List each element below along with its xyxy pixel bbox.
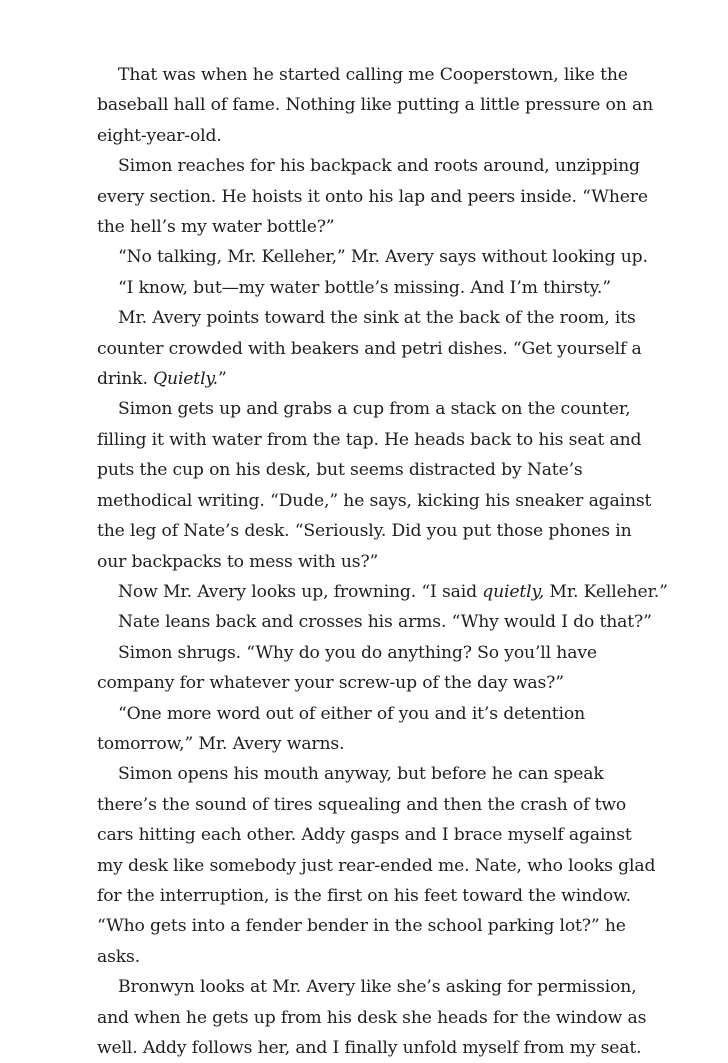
paragraph — [97, 60, 654, 151]
text-line: methodical writing. “Dude,” he says, kicking his sneaker against — [97, 490, 652, 511]
paragraph — [97, 972, 647, 1063]
text-run: Now Mr. Avery looks up, frowning. “I said — [118, 581, 483, 602]
paragraph — [97, 242, 648, 272]
text-line: “One more word out of either of you and it’s detention — [118, 703, 586, 724]
paragraph — [97, 607, 652, 637]
text-line: tomorrow,” Mr. Avery warns. — [97, 733, 345, 754]
text-line: our backpacks to mess with us?” — [97, 551, 379, 572]
text-line: “No talking, Mr. Kelleher,” Mr. Avery says without looking up. — [118, 247, 648, 268]
text-line: Simon reaches for his backpack and roots around, unzipping — [118, 156, 640, 177]
text-line: there’s the sound of tires squealing and then the crash of two — [97, 794, 627, 815]
text-line: Simon opens his mouth anyway, but before he can speak — [118, 764, 604, 785]
text-line: puts the cup on his desk, but seems distracted by Nate’s — [97, 460, 583, 481]
paragraph — [97, 273, 637, 303]
text-line: counter crowded with beakers and petri dishes. “Get yourself a — [97, 338, 642, 359]
text-line: and when he gets up from his desk she heads for the window as — [97, 1007, 647, 1028]
body-text — [97, 60, 668, 1063]
text-line: Nate leans back and crosses his arms. “Why would I do that?” — [118, 612, 652, 633]
text-line — [97, 364, 637, 394]
text-line: eight-year-old. — [97, 125, 222, 146]
text-line: the leg of Nate’s desk. “Seriously. Did you put those phones in — [97, 521, 632, 542]
text-line: “Who gets into a fender bender in the school parking lot?” he — [97, 916, 626, 937]
text-run: drink. — [97, 369, 154, 390]
text-line: the hell’s my water bottle?” — [97, 217, 335, 238]
italic-text: quietly, — [482, 581, 545, 602]
paragraph — [97, 151, 648, 242]
text-line — [97, 577, 668, 607]
text-line: every section. He hoists it onto his lap and peers inside. “Where — [97, 186, 648, 207]
paragraph — [97, 394, 652, 576]
paragraph — [97, 303, 642, 394]
paragraph — [97, 759, 656, 972]
paragraph — [97, 577, 668, 607]
text-line: Bronwyn looks at Mr. Avery like she’s asking for permission, — [118, 977, 637, 998]
text-line: filling it with water from the tap. He heads back to his seat and — [97, 429, 642, 450]
text-line: Simon gets up and grabs a cup from a stack on the counter, — [118, 399, 631, 420]
text-run: ” — [218, 369, 227, 390]
italic-text: Quietly. — [153, 369, 218, 390]
text-line: That was when he started calling me Cooperstown, like the — [118, 65, 628, 85]
text-line: Mr. Avery points toward the sink at the back of the room, its — [118, 308, 636, 329]
text-line: baseball hall of fame. Nothing like putting a little pressure on an — [97, 95, 654, 116]
text-run: Mr. Kelleher.” — [544, 581, 668, 602]
text-line: cars hitting each other. Addy gasps and I brace myself against — [97, 825, 632, 846]
text-line: for the interruption, is the first on his feet toward the window. — [97, 885, 631, 906]
text-line: Simon shrugs. “Why do you do anything? So you’ll have — [118, 642, 597, 663]
paragraph — [97, 638, 637, 699]
text-line: asks. — [97, 946, 141, 967]
text-line: well. Addy follows her, and I finally unfold myself from my seat. — [97, 1038, 642, 1058]
text-line: my desk like somebody just rear-ended me. Nate, who looks glad — [97, 855, 656, 876]
text-line: company for whatever your screw-up of the day was?” — [97, 673, 564, 694]
paragraph — [97, 699, 637, 760]
text-line: “I know, but—my water bottle’s missing. And I’m thirsty.” — [118, 277, 611, 298]
